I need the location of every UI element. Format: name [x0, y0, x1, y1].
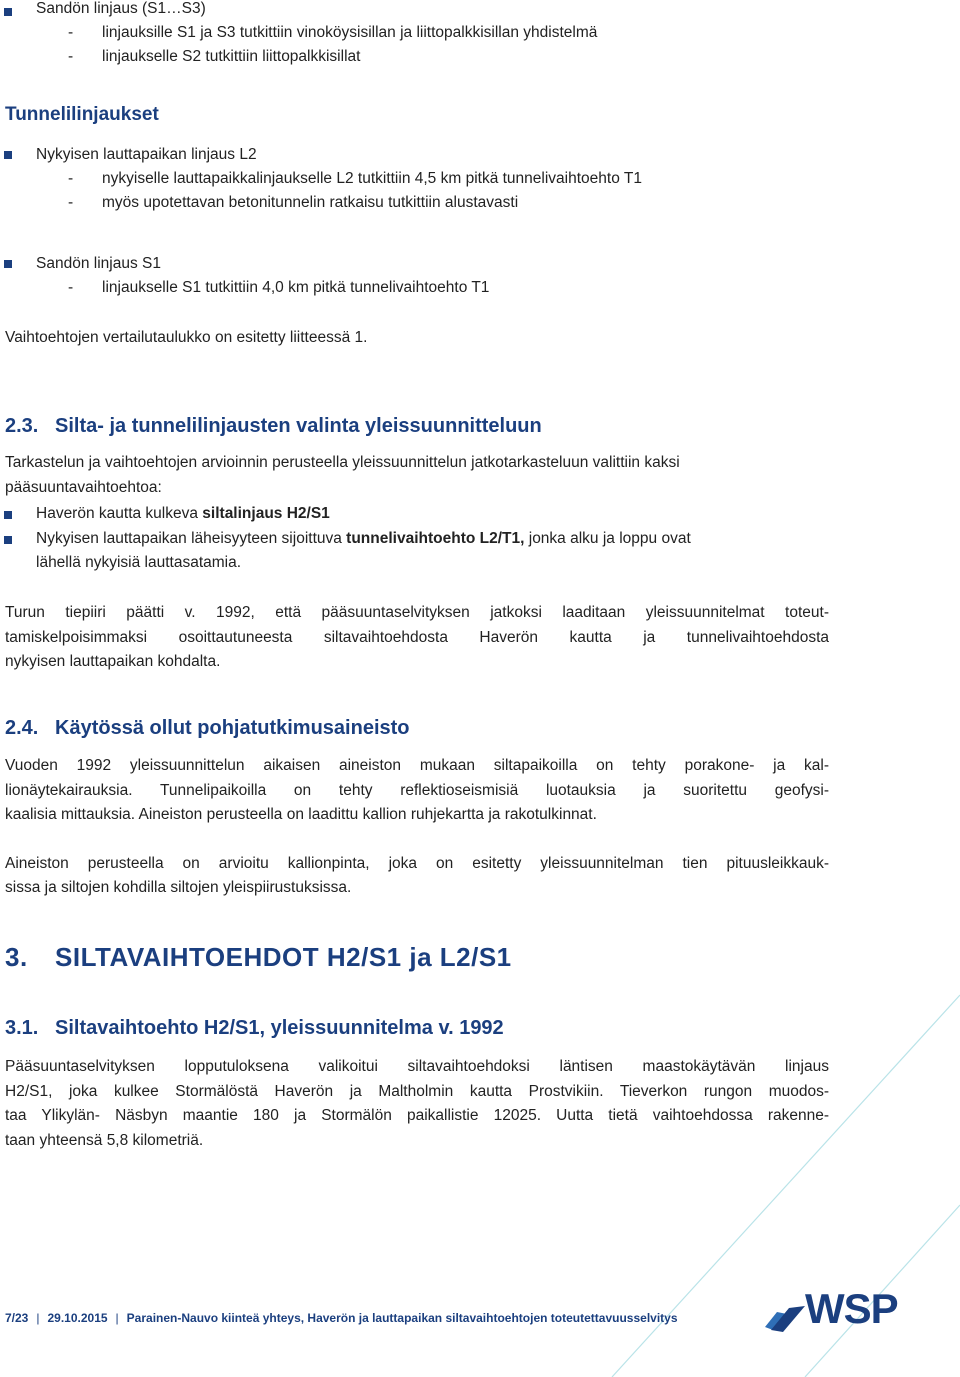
- square-bullet-icon: [4, 260, 12, 268]
- sub-bullet: linjaukselle S1 tutkittiin 4,0 km pitkä tunnelivaihtoehto T1: [102, 279, 490, 296]
- square-bullet-icon: [4, 511, 12, 519]
- sub-bullet: myös upotettavan betonitunnelin ratkaisu tutkittiin alustavasti: [102, 194, 519, 211]
- square-bullet-icon: [4, 151, 12, 159]
- section-title: Silta- ja tunnelilinjausten valinta yleissuunnitteluun: [55, 415, 542, 437]
- paragraph-line: pääsuuntavaihtoehtoa:: [5, 479, 162, 496]
- chapter-number: 3.: [5, 942, 28, 972]
- section-title: Siltavaihtoehto H2/S1, yleissuunnitelma v. 1992: [55, 1017, 504, 1039]
- bullet-title: Sandön linjaus (S1…S3): [36, 0, 206, 17]
- bullet-text: Nykyisen lauttapaikan läheisyyteen sijoittuva: [36, 530, 347, 547]
- paragraph-line: Turun tiepiiri päätti v. 1992, että pääsuuntaselvityksen jatkoksi laaditaan yleissuunnitelmat toteut-: [5, 604, 829, 621]
- bullet-bold-text: tunnelivaihtoehto L2/T1,: [346, 530, 525, 547]
- bullet-bold-text: siltalinjaus H2/S1: [202, 505, 330, 522]
- dash-marker: -: [68, 24, 74, 41]
- bullet-text: Haverön kautta kulkeva: [36, 505, 203, 522]
- dash-marker: -: [68, 170, 74, 187]
- section-title: Käytössä ollut pohjatutkimusaineisto: [55, 717, 410, 739]
- section-heading-2-3: [5, 412, 542, 440]
- section-number: 2.3.: [5, 415, 39, 437]
- bullet-continuation: lähellä nykyisiä lauttasatamia.: [36, 554, 242, 571]
- footer-page-number: 7/23: [5, 1311, 29, 1325]
- section-heading-3-1: [5, 1014, 504, 1042]
- dash-marker: -: [68, 279, 74, 296]
- footer-separator: |: [115, 1311, 119, 1325]
- paragraph-line: lionäytekairauksia. Tunnelipaikoilla on tehty reflektioseismisiä luotauksia ja suoritettu geofysi-: [5, 782, 829, 799]
- square-bullet-icon: [4, 8, 12, 16]
- bullet-title: Sandön linjaus S1: [36, 255, 161, 272]
- sub-bullet: linjauksille S1 ja S3 tutkittiin vinoköysisillan ja liittopalkkisillan yhdistelmä: [102, 24, 598, 41]
- footer-separator: |: [36, 1311, 40, 1325]
- paragraph-line: taa Ylikylän- Näsbyn maantie 180 ja Stormälön paikallistie 12025. Uutta tietä vaihtoehdossa rakenne-: [5, 1107, 829, 1124]
- dash-marker: -: [68, 194, 74, 211]
- bullet-title: Nykyisen lauttapaikan linjaus L2: [36, 146, 257, 163]
- paragraph-line: tamiskelpoisimmaksi osoittautuneesta siltavaihtoehdosta Haverön kautta ja tunnelivaihtoehdosta: [5, 629, 829, 646]
- paragraph-line: Tarkastelun ja vaihtoehtojen arvioinnin perusteella yleissuunnittelun jatkotarkasteluun valittiin kaksi: [5, 454, 680, 471]
- section-heading-2-4: [5, 714, 410, 742]
- footer-document-title: Parainen-Nauvo kiinteä yhteys, Haverön ja lauttapaikan siltavaihtoehtojen toteutettavuusselvitys: [126, 1311, 678, 1325]
- paragraph-line: kaalisia mittauksia. Aineiston perusteella on laadittu kallion ruhjekartta ja rakotulkinnat.: [5, 806, 597, 823]
- footer-date: 29.10.2015: [47, 1311, 108, 1325]
- paragraph-line: nykyisen lauttapaikan kohdalta.: [5, 653, 221, 670]
- wsp-logo-mark: [765, 1270, 915, 1340]
- dash-marker: -: [68, 48, 74, 65]
- bullet-text: jonka alku ja loppu ovat: [524, 530, 691, 547]
- chapter-heading-3: [5, 940, 512, 974]
- sub-bullet: nykyiselle lauttapaikkalinjaukselle L2 tutkittiin 4,5 km pitkä tunnelivaihtoehto T1: [102, 170, 642, 187]
- bullet-item: [36, 527, 691, 551]
- section-heading: Tunnelilinjaukset: [5, 104, 159, 125]
- bullet-item: [36, 502, 330, 526]
- paragraph-line: sissa ja siltojen kohdilla siltojen yleispiirustuksissa.: [5, 879, 352, 896]
- section-number: 2.4.: [5, 717, 39, 739]
- paragraph-line: Vuoden 1992 yleissuunnittelun aikaisen aineiston mukaan siltapaikoilla on tehty porakone- ja kal-: [5, 757, 829, 774]
- note-text: Vaihtoehtojen vertailutaulukko on esitetty liitteessä 1.: [5, 329, 368, 346]
- paragraph-line: Aineiston perusteella on arvioitu kallionpinta, joka on esitetty yleissuunnitelman tien pituusleikkauk-: [5, 855, 829, 872]
- page-footer: [5, 1310, 678, 1326]
- paragraph-line: H2/S1, joka kulkee Stormälöstä Haverön ja Maltholmin kautta Prostvikiin. Tieverkon rungon muodos-: [5, 1083, 829, 1100]
- paragraph-line: Pääsuuntaselvityksen lopputuloksena valikoitui siltavaihtoehdoksi läntisen maastokäytävän linjaus: [5, 1058, 829, 1075]
- chapter-title: SILTAVAIHTOEHDOT H2/S1 ja L2/S1: [55, 942, 512, 972]
- wsp-logo: [765, 1270, 915, 1340]
- sub-bullet: linjaukselle S2 tutkittiin liittopalkkisillat: [102, 48, 361, 65]
- logo-text: WSP: [805, 1285, 898, 1332]
- section-number: 3.1.: [5, 1017, 39, 1039]
- square-bullet-icon: [4, 536, 12, 544]
- paragraph-line: taan yhteensä 5,8 kilometriä.: [5, 1132, 204, 1149]
